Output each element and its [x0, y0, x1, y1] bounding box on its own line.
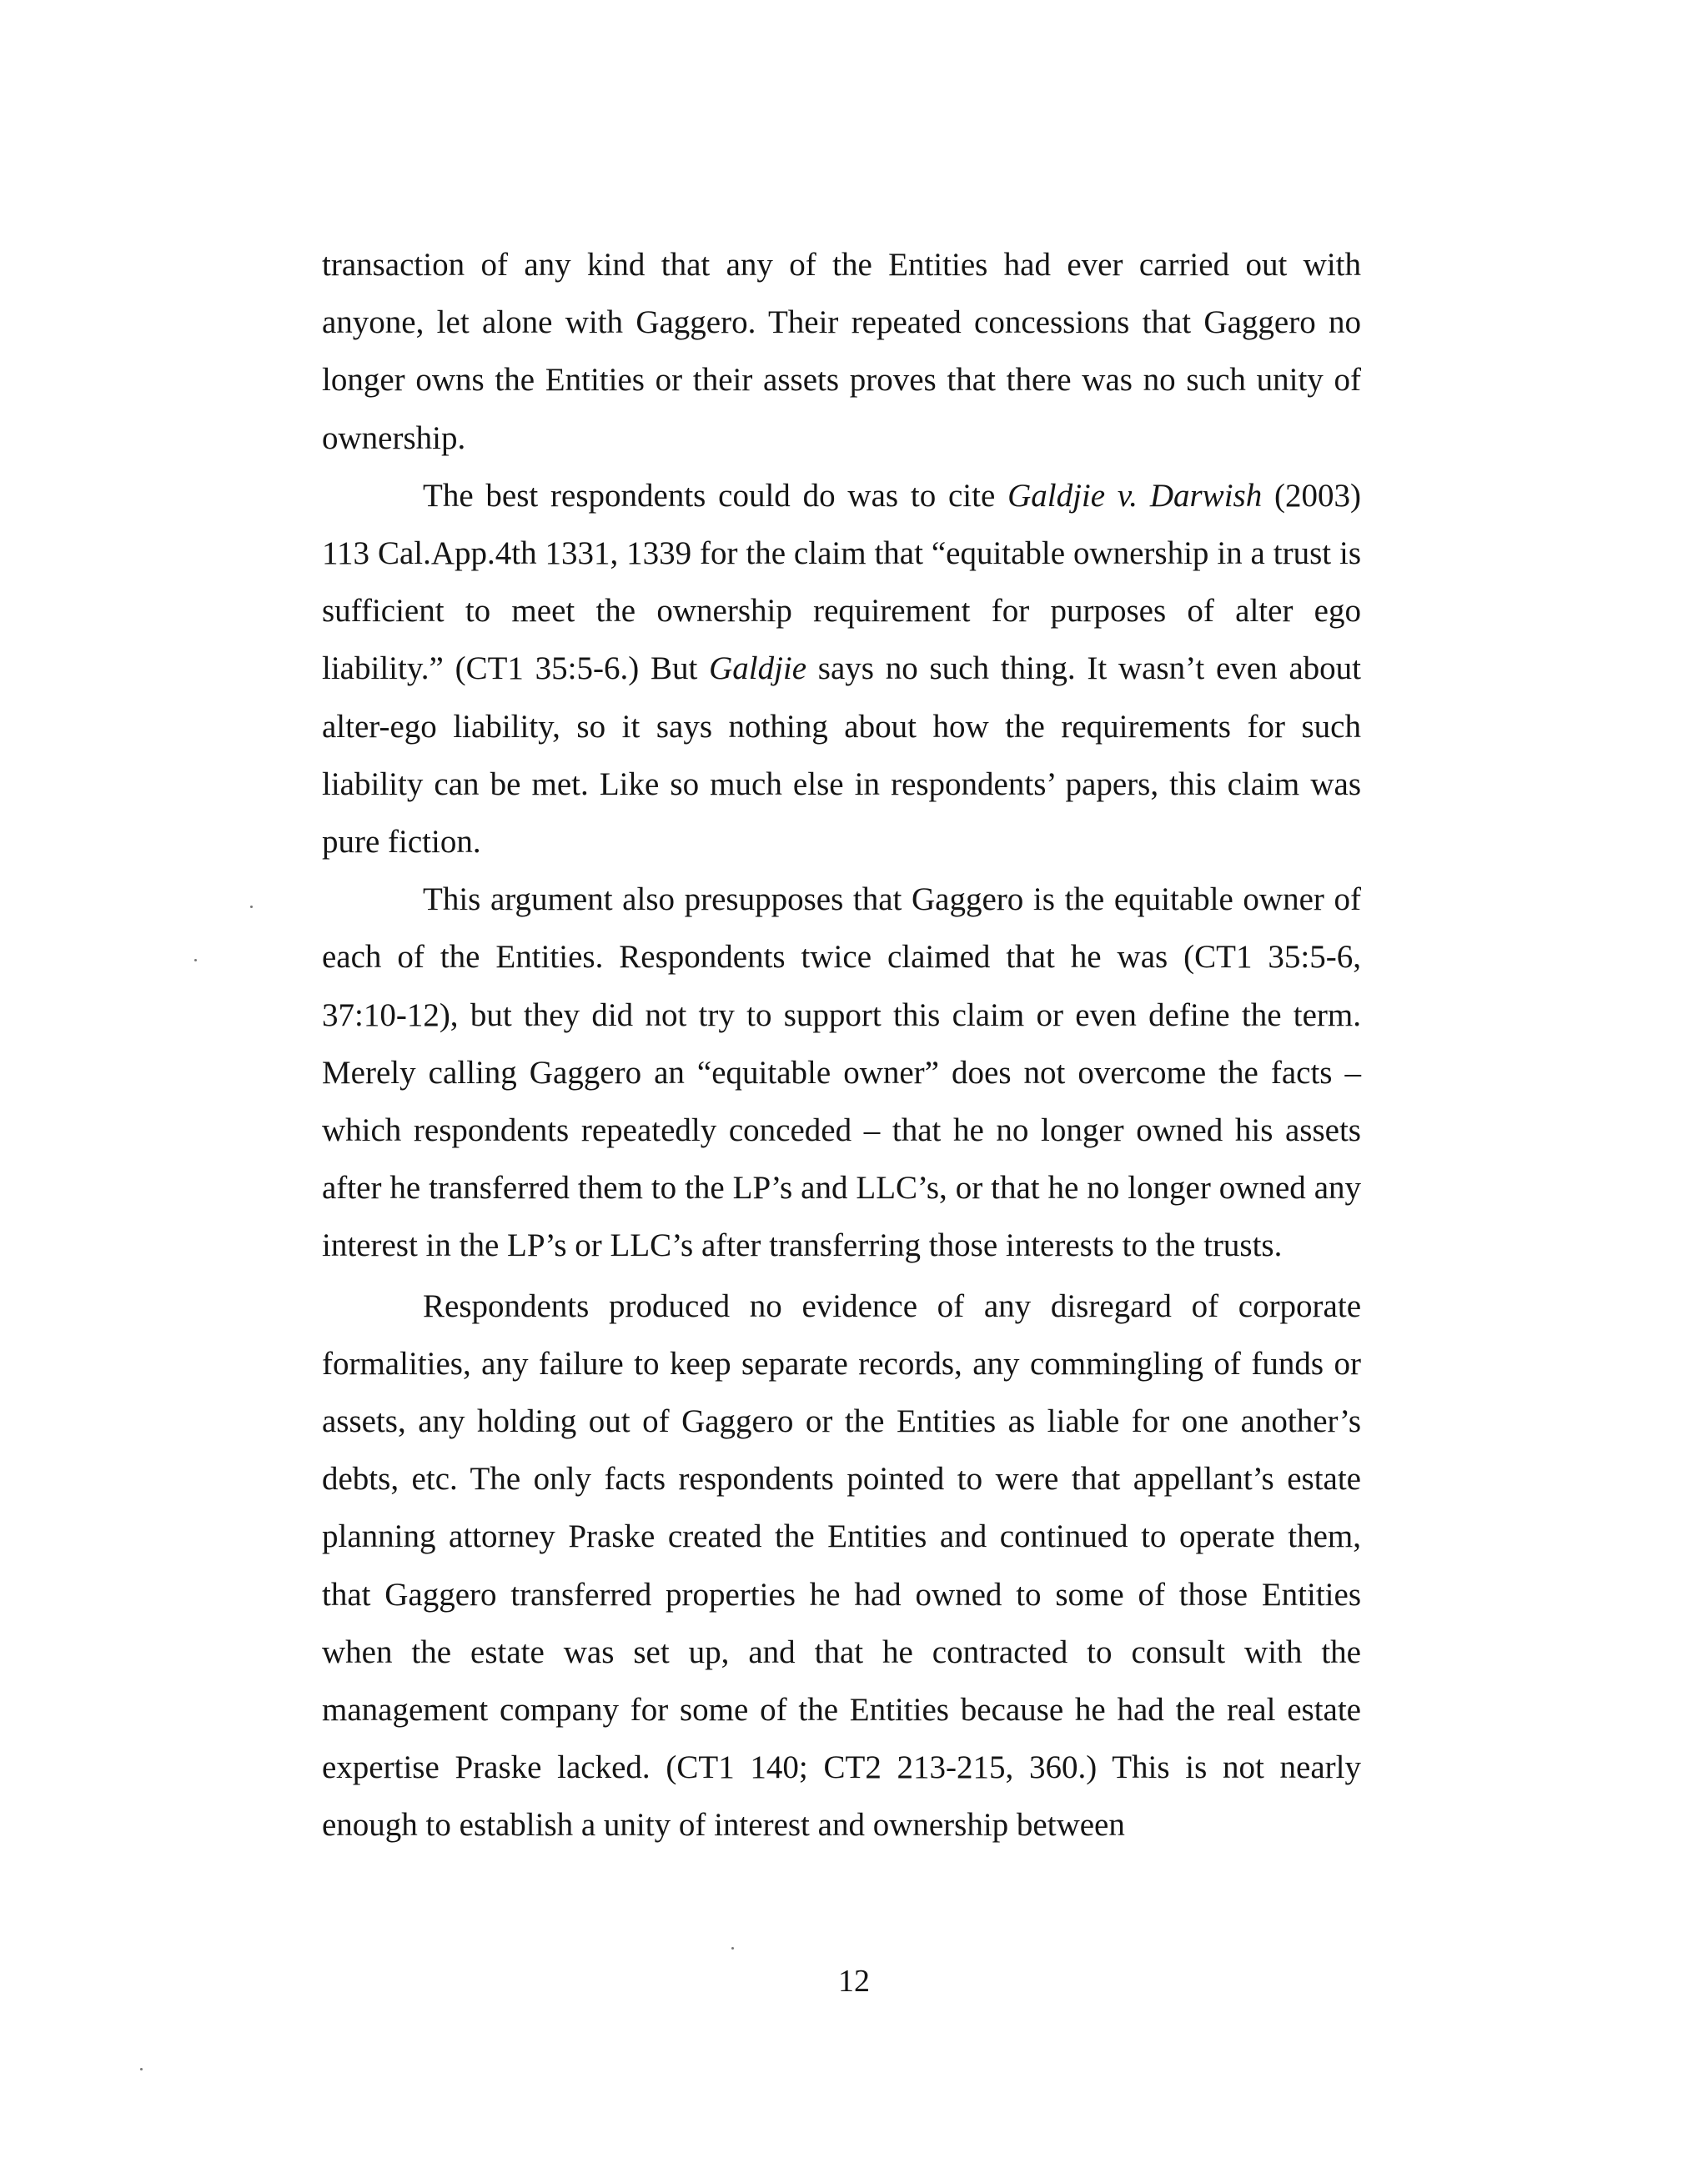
paragraph-2	[322, 467, 1361, 871]
text-run: transaction of any kind that any of the Entities had ever carried out with anyone, let alone with Gaggero. Their repeated concessions that Gaggero no longer owns the Entities or their assets proves that there was no such unity of ownership.	[322, 247, 1361, 456]
text-run: Respondents produced no evidence of any disregard of corporate formalities, any failure to keep separate records, any commingling of funds or assets, any holding out of Gaggero or the Entities as liable for one another’s debts, etc. The only facts respondents pointed to were that appellant’s estate planning attorney Praske created the Entities and continued to operate them, that Gaggero transferred properties he had owned to some of those Entities when the estate was set up, and that he contracted to consult with the management company for some of the Entities because he had the real estate expertise Praske lacked. (CT1 140; CT2 213-215, 360.) This is not nearly enough to establish a unity of interest and ownership between	[322, 1287, 1361, 1844]
text-run: This argument also presupposes that Gaggero is the equitable owner of each of the Entities. Respondents twice claimed that he was (CT1 35:5-6, 37:10-12), but they did not try to support this claim or even define the term. Merely calling Gaggero an “equitable owner” does not overcome the facts – which respondents repeatedly conceded – that he no longer owned his assets after he transferred them to the LP’s and LLC’s, or that he no longer owned any interest in the LP’s or LLC’s after transferring those interests to the trusts.	[322, 881, 1361, 1264]
case-name-italic: Galdjie	[709, 650, 807, 687]
paragraph-1	[322, 236, 1361, 467]
scan-speck	[140, 2068, 143, 2070]
page-number: 12	[838, 1964, 870, 1999]
scan-speck	[194, 959, 197, 961]
body-text	[322, 236, 1361, 1854]
text-run: The best respondents could do was to cite	[423, 477, 1008, 514]
scan-speck	[731, 1947, 734, 1950]
text-run: says no such thing. It wasn’t even about alter-ego liability, so it says nothing about how the requirements for such liability can be met. Like so much else in respondents’ papers, this claim was pure fiction.	[322, 650, 1361, 861]
paragraph-4	[322, 1277, 1361, 1854]
scan-speck	[250, 906, 253, 908]
case-name-italic: Galdjie v. Darwish	[1007, 477, 1263, 514]
paragraph-3	[322, 871, 1361, 1274]
text-run: (2003) 113 Cal.App.4th 1331, 1339 for the claim that “equitable ownership in a trust is sufficient to meet the ownership requirement for purposes of alter ego liability.” (CT1 35:5-6.) But	[322, 477, 1361, 687]
